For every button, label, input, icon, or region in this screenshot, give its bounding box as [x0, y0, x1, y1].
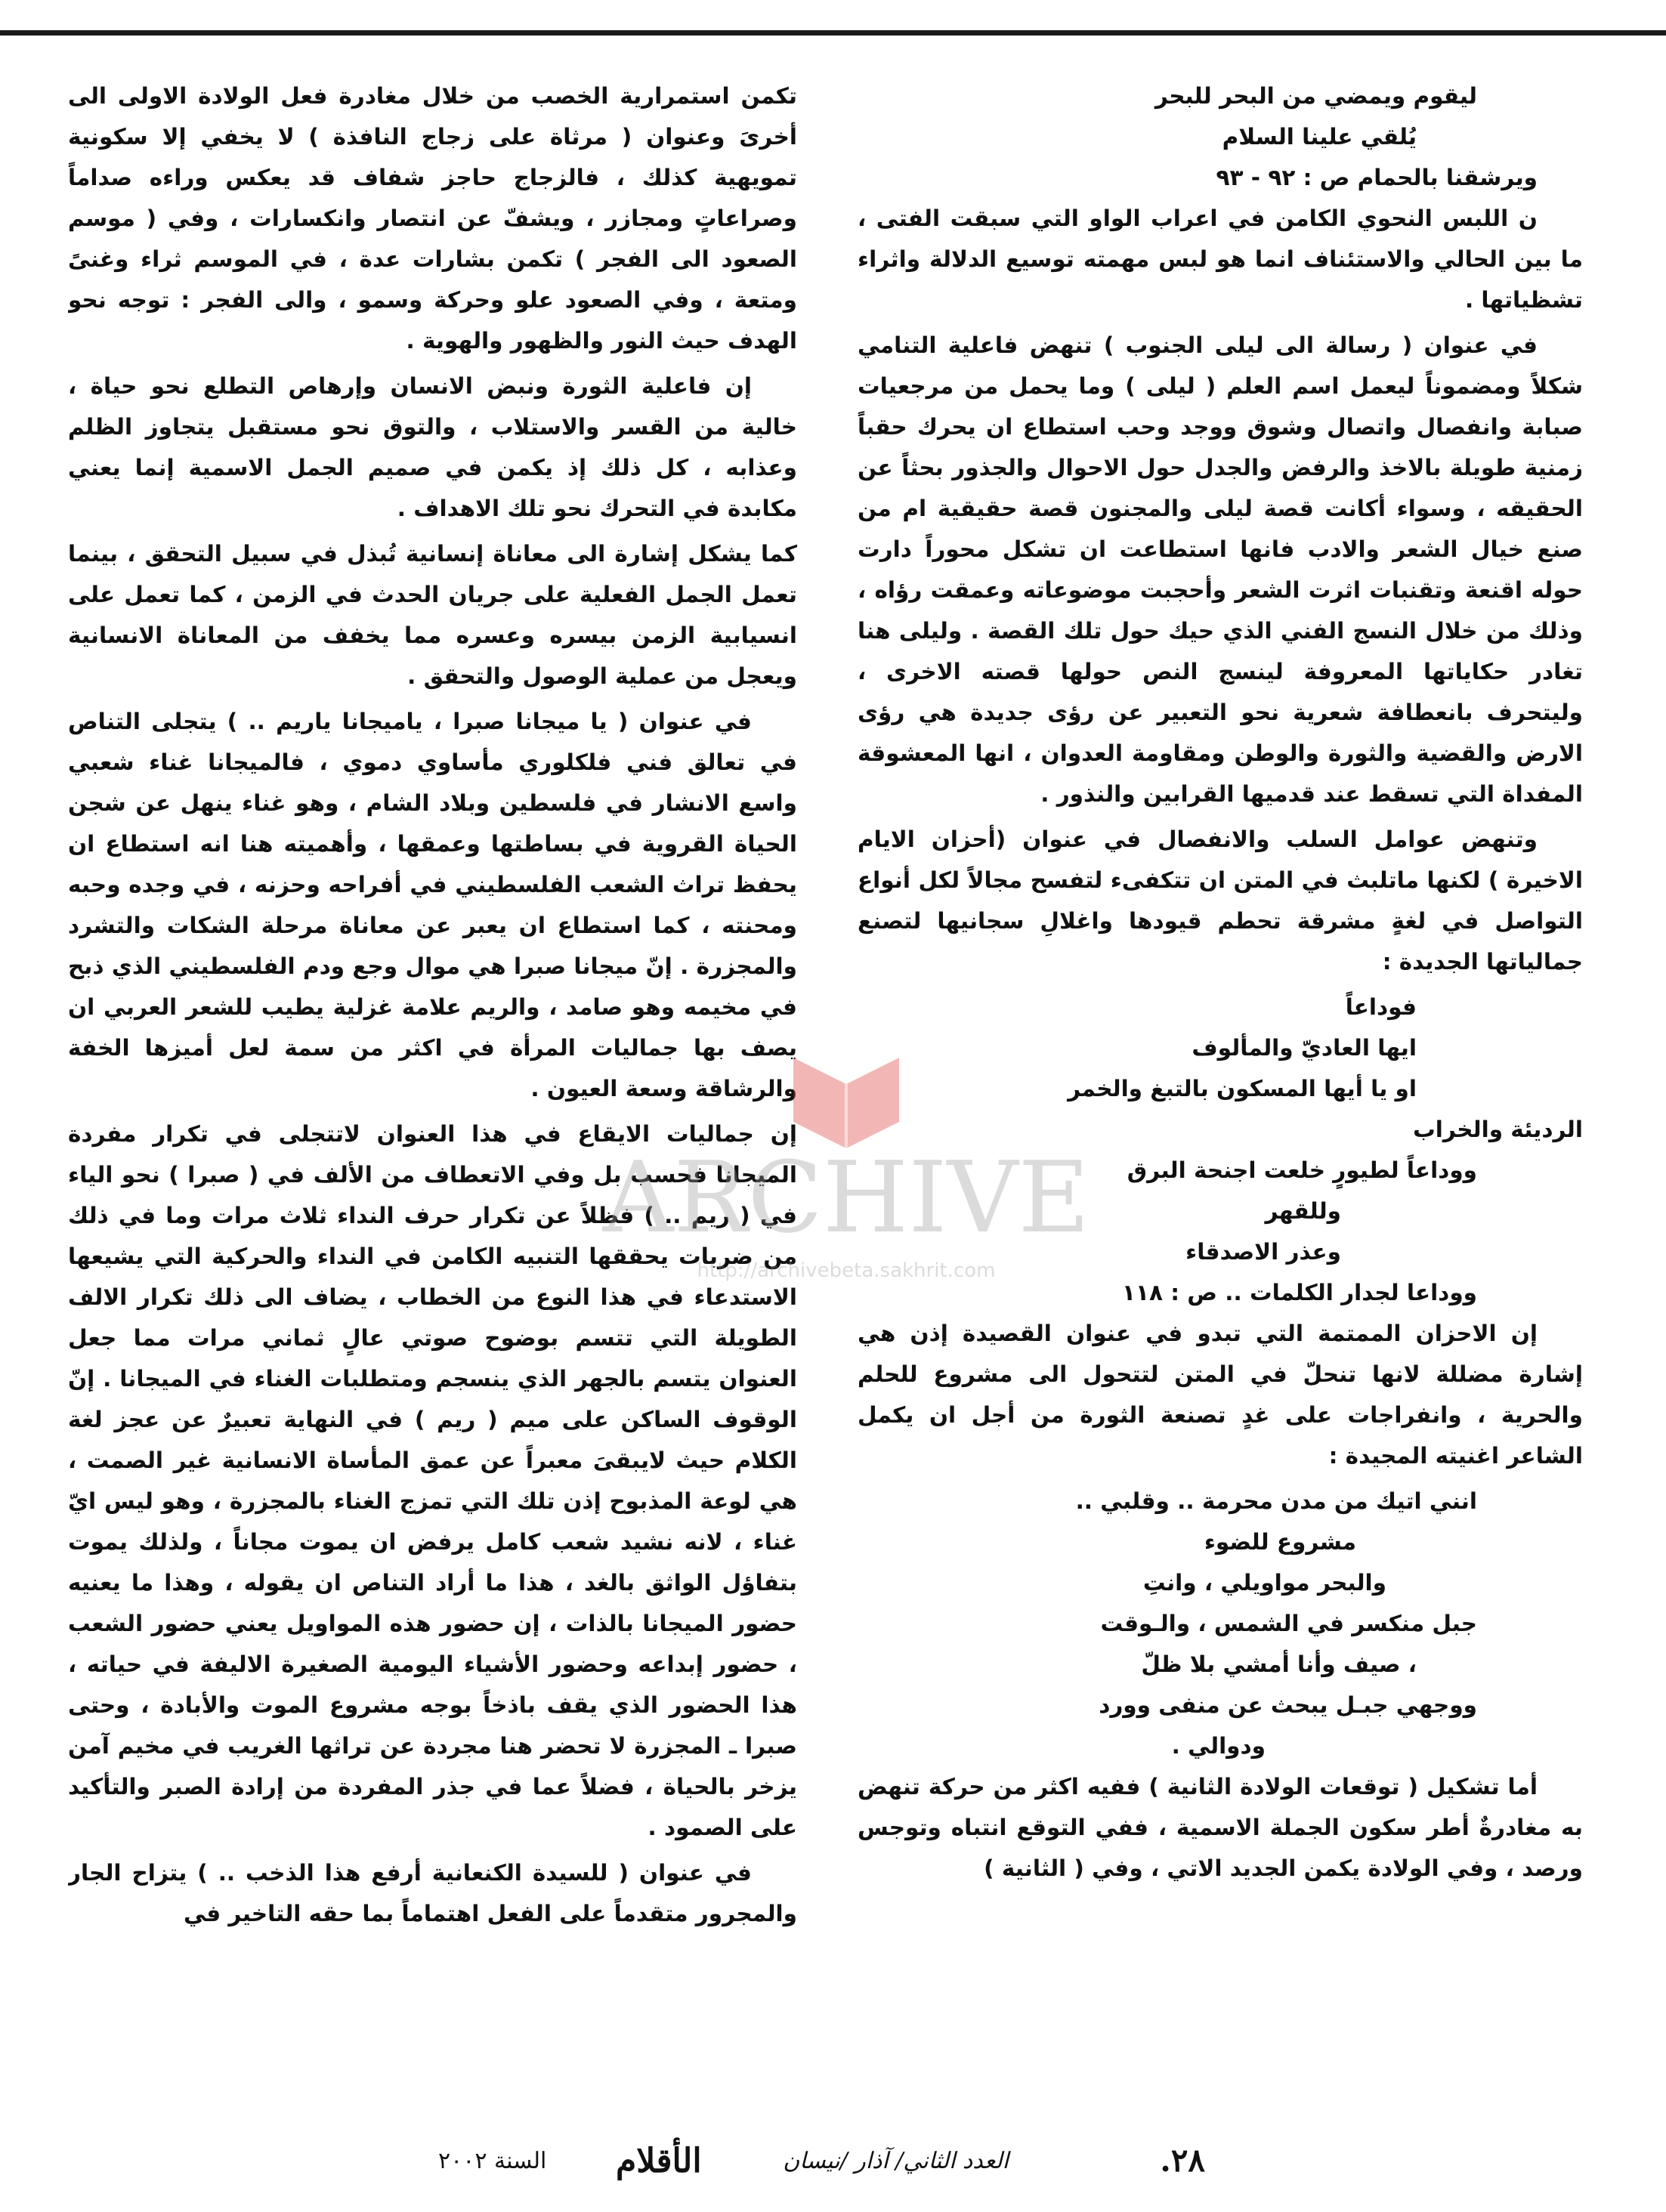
paragraph: إن فاعلية الثورة ونبض الانسان وإرهاص التطلع نحو حياة ، خالية من القسر والاستلاب ، والتوق نحو مستقبل يتجاوز الظلم وعذابه ، كل ذلك إذ يكمن في صميم الجمل الاسمية إنما يعني مكابدة في التحرك نحو تلك الاهداف . — [68, 373, 797, 521]
verse-line: والبحر مواويلي ، وانتِ — [1142, 1570, 1386, 1596]
issue-label: العدد الثاني/ آذار /نيسان — [783, 2148, 1009, 2174]
paragraph: إن الاحزان الممتمة التي تبدو في عنوان القصيدة إذن هي إشارة مضللة لانها تنحلّ في المتن لتتحول الى مشروع للحلم والحرية ، وانفراجات على غدٍ تصنعة الثورة من أجل ان يكمل الشاعر اغنيته المجيدة : — [858, 1321, 1583, 1469]
year-label: السنة ٢٠٠٢ — [438, 2148, 547, 2174]
left-column — [68, 76, 797, 2100]
watermark-text: ARCHIVE — [602, 1140, 1090, 1255]
paragraph: تكمن استمرارية الخصب من خلال مغادرة فعل الولادة الاولى الى أخرىَ وعنوان ( مرثاة على زجاج النافذة ) لا يخفي إلا سكونية تمويهية كذلك ، فالزجاج حاجز شفاف قد يعكس وراءه صداماً وصراعاتٍ ومجازر ، ويشفّ عن انتصار وانكسارات ، وفي ( موسم الصعود الى الفجر ) تكمن بشارات عدة ، في الموسم ثراء وغنىً ومتعة ، وفي الصعود علو وحركة وسمو ، والى الفجر : توجه نحو الهدف حيث النور والظهور والهوية . — [68, 83, 797, 354]
top-rule — [0, 30, 1666, 36]
verse-line: ووداعاً لطيورٍ خلعت اجنحة البرق — [1127, 1157, 1477, 1183]
paragraph: إن جماليات الايقاع في هذا العنوان لاتتجلى في تكرار مفردة الميجانا فحسب بل وفي الاتعطاف من الألف في ( صبرا ) نحو الياء في ( ريم .. ) فظلاً عن تكرار حرف النداء ثلاث مرات وما في ذلك من ضربات يحققها التنبيه الكامن في النداء والحركية التي يشيعها الاستدعاء في هذا النوع من الخطاب ، يضاف الى ذلك تكرار الالف الطويلة التي تتسم بوضوح صوتي عالٍ ثماني مرات مما جعل العنوان يتسم بالجهر الذي ينسجم ومتطلبات الغناء في الميجانا . إنّ الوقوف الساكن على ميم ( ريم ) في النهاية تعبيرٌ عن عجز لغة الكلام حيث لايبقىَ معبراً عن عمق المأساة الانسانية غير الصمت ، هي لوعة المذبوح إذن تلك التي تمزج الغناء بالمجزرة ، وهو ليس ايّ غناء ، لانه نشيد شعب كامل يرفض ان يموت مجاناً ، ولذلك يموت بتفاؤل الواثق بالغد ، هذا ما أراد التناص ان يقوله ، وهذا ما يعنيه حضور الميجانا بالذات ، إن حضور هذه المواويل يعني حضور الشعب ، حضور إبداعه وحضور الأشياء اليومية الصغيرة الاليفة في حياته ، هذا الحضور الذي يقف باذخاً بوجه مشروع الموت والأبادة ، وحتى صبرا ـ المجزرة لا تحضر هنا مجردة عن تراثها الغريب في مخيم آمن يزخر بالحياة ، فضلاً عما في جذر المفردة من إرادة الصبر والتأكيد على الصمود . — [68, 1121, 797, 1840]
verse-line: وعذر الاصدقاء — [1185, 1239, 1341, 1265]
verse-line: مشروع للضوء — [1204, 1529, 1356, 1555]
paragraph: في عنوان ( للسيدة الكنعانية أرفع هذا الذخب .. ) يتزاح الجار والمجرور متقدماً على الفعل اهتماماً بما حقه التاخير في — [68, 1860, 797, 1926]
verse-line: جبل منكسر في الشمس ، والـوقت — [1100, 1611, 1477, 1636]
verse-line: انني اتيك من مدن محرمة .. وقلبي .. — [1075, 1488, 1477, 1514]
paragraph: وتنهض عوامل السلب والانفصال في عنوان (أحزان الايام الاخيرة ) لكنها ماتلبث في المتن ان تتكفىء لتفسح مجالاً لكل أنواع التواصل في لغةٍ مشرقة تحطم قيودها واغلالِ سجانيها لتصنع جمالياتها الجديدة : — [858, 826, 1583, 975]
paragraph: أما تشكيل ( توقعات الولادة الثانية ) ففيه اكثر من حركة تنهض به مغادرةٌ أطر سكون الجملة الاسمية ، ففي التوقع انتباه وتوجس ورصد ، وفي الولادة يكمن الجديد الاتي ، وفي ( الثانية ) — [858, 1774, 1583, 1881]
paragraph: في عنوان ( رسالة الى ليلى الجنوب ) تنهض فاعلية التنامي شكلاً ومضموناً ليعمل اسم العلم ( ليلى ) وما يحمل من مرجعيات صبابة وانفصال واتصال وشوق ووجد وحب استطاع ان يحرك حقباً زمنية طويلة بالاخذ والرفض والجدل حول الاحوال والجذور بحثاً عن الحقيقه ، وسواء أكانت قصة ليلى والمجنون قصة حقيقية ام من صنع خيال الشعر والادب فانها استطاعت ان تشكل محوراً دارت حوله اقنعة وتقنبات اثرت الشعر وأحجبت موضوعاته وعمقت رؤاه ، وذلك من خلال النسج الفني الذي حيك حول تلك القصة . وليلى هنا تغادر حكاياتها المعروفة لينسج النص حولها قصته الاخرى ، وليتحرف بانعطافة شعرية نحو التعبير عن رؤى جديدة هي رؤى الارض والقضية والثورة والوطن ومقاومة العدوان ، انها المعشوقة المفداة التي تسقط عند قدميها القرابين والنذور . — [858, 332, 1583, 807]
paragraph: كما يشكل إشارة الى معاناة إنسانية تُبذل في سبيل التحقق ، بينما تعمل الجمل الفعلية على جريان الحدث في الزمن ، كما تعمل على انسيابية الزمن بيسره وعسره مما يخفف من المعاناة الانسانية ويعجل من عملية الوصول والتحقق . — [68, 541, 797, 689]
page-number: ٢٨. — [1160, 2142, 1205, 2179]
verse-line: ووجهي جبـل يبحث عن منفى وورد — [1099, 1692, 1477, 1718]
verse-line: الرديئة والخراب — [1413, 1117, 1583, 1142]
verse-line: يُلقي علينا السلام — [1222, 124, 1417, 150]
verse-line: ليقوم ويمضي من البحر للبحر — [1154, 83, 1477, 109]
verse-line: او يا أيها المسكون بالتبغ والخمر — [1068, 1076, 1417, 1101]
verse-line: ووداعا لجدار الكلمات .. ص : ١١٨ — [1121, 1280, 1477, 1305]
verse-line: ايها العاديّ والمألوف — [1192, 1035, 1417, 1061]
verse-line: فوداعاً — [1345, 994, 1417, 1020]
magazine-logo: الأقلام — [616, 2142, 702, 2180]
right-column — [858, 76, 1583, 2100]
page-footer — [0, 2142, 1666, 2187]
verse-line: ودوالي . — [1171, 1733, 1266, 1759]
paragraph: ن اللبس النحوي الكامن في اعراب الواو التي سبقت الفتى ، ما بين الحالي والاستئناف انما هو لبس مهمته توسيع الدلالة واثراء تشظياتها . — [858, 205, 1583, 313]
verse-reference: ويرشقنا بالحمام ص : ٩٢ - ٩٣ — [1216, 165, 1538, 190]
verse-line: ، صيف وأنا أمشي بلا ظلّ — [1141, 1651, 1417, 1677]
paragraph: في عنوان ( يا ميجانا صبرا ، ياميجانا ياريم .. ) يتجلى التناص في تعالق فني فلكلوري مأساوي دموي ، فالميجانا غناء شعبي واسع الانشار في فلسطين وبلاد الشام ، وهو غناء ينهل عن شجن الحياة القروية في بساطتها وعمقها ، وأهميته هنا انه استطاع ان يحفظ تراث الشعب الفلسطيني في أفراحه وحزنه ، في وجده وحبه ومحنته ، كما استطاع ان يعبر عن معاناة مرحلة الشكات والتشرد والمجزرة . إنّ ميجانا صبرا هي موال وجع ودم الفلسطيني الذي ذبح في مخيمه وهو صامد ، والريم علامة غزلية يطيب للشعر العربي ان يصف بها جماليات المرأة في اكثر من سمة لعل أميزها الخفة والرشاقة وسعة العيون . — [68, 709, 797, 1101]
watermark-url: http://archivebeta.sakhrit.com — [697, 1259, 996, 1282]
verse-line: وللقهر — [1265, 1198, 1341, 1224]
